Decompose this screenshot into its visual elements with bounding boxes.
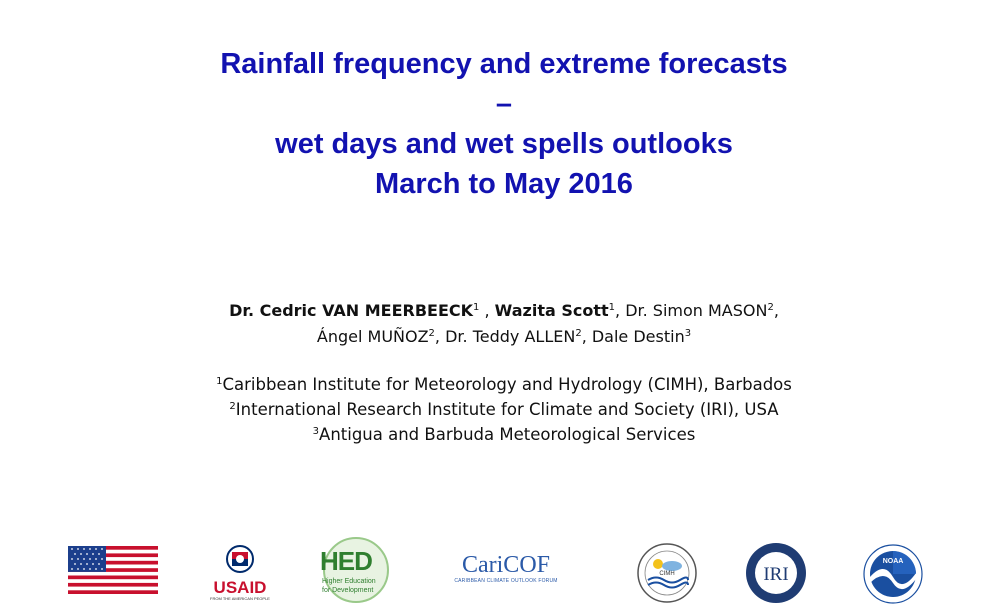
usaid-seal-icon — [205, 544, 275, 574]
separator: , — [773, 301, 779, 320]
author-name: , Dale Destin — [581, 327, 685, 346]
author-name: , Dr. Simon MASON — [615, 301, 768, 320]
author-name: Wazita Scott — [494, 301, 609, 320]
hed-subtitle-1: Higher Education — [322, 578, 376, 585]
caricof-wordmark: CariCOF — [461, 552, 550, 578]
title-line-2: – — [495, 88, 513, 120]
affiliation-text: International Research Institute for Climate and Society (IRI), USA — [235, 400, 779, 419]
affil-marker: 1 — [608, 302, 616, 313]
caricof-tagline: CARIBBEAN CLIMATE OUTLOOK FORUM — [454, 578, 558, 584]
author-name: , Dr. Teddy ALLEN — [434, 327, 576, 346]
caricof-logo — [444, 552, 568, 592]
affiliation-3 — [0, 422, 1008, 447]
hed-wordmark: HED — [320, 546, 372, 576]
affil-marker: 2 — [428, 328, 435, 339]
cimh-wordmark: CIMH — [659, 571, 675, 577]
affiliation-text: Caribbean Institute for Meteorology and Hydrology (CIMH), Barbados — [222, 375, 792, 394]
affil-marker: 1 — [473, 302, 480, 313]
affil-number: 1 — [216, 376, 223, 387]
iri-wordmark: IRI — [763, 564, 789, 585]
affiliation-list — [0, 372, 1008, 447]
usaid-wordmark: USAID — [213, 578, 267, 597]
author-line-1 — [0, 298, 1008, 324]
usaid-logo — [205, 544, 275, 600]
title-line-3: wet days and wet spells outlooks — [275, 128, 733, 160]
affil-marker: 2 — [767, 302, 774, 313]
cimh-logo — [636, 542, 698, 604]
affiliation-text: Antigua and Barbuda Meteorological Services — [319, 425, 696, 444]
affil-marker: 2 — [575, 328, 582, 339]
slide-title — [0, 44, 1008, 204]
affiliation-2 — [0, 397, 1008, 422]
author-name: Dr. Cedric VAN MEERBEECK — [229, 301, 474, 320]
author-list — [0, 298, 1008, 350]
hed-logo — [314, 536, 390, 606]
title-line-4: March to May 2016 — [375, 168, 633, 200]
affil-marker: 3 — [684, 328, 692, 339]
title-line-1: Rainfall frequency and extreme forecasts — [220, 48, 788, 80]
usaid-tagline: FROM THE AMERICAN PEOPLE — [210, 596, 270, 601]
noaa-wordmark: NOAA — [882, 558, 904, 565]
noaa-logo — [862, 543, 924, 605]
iri-logo — [744, 541, 808, 605]
affil-number: 2 — [229, 401, 236, 412]
author-line-2 — [0, 324, 1008, 350]
affil-number: 3 — [312, 426, 320, 437]
affiliation-1 — [0, 372, 1008, 397]
us-flag-logo — [68, 546, 158, 594]
separator: , — [479, 301, 495, 320]
author-name: Ángel MUÑOZ — [316, 327, 429, 346]
hed-subtitle-2: for Development — [322, 587, 374, 594]
